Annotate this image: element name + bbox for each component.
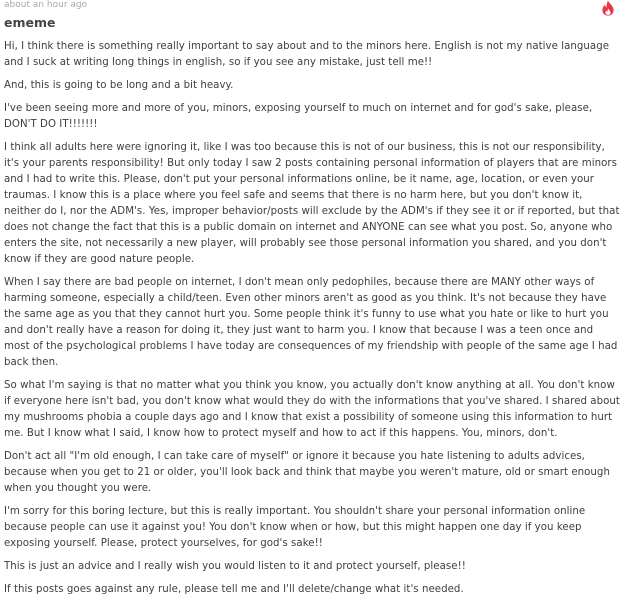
post-paragraph: Hi, I think there is something really important to say about and to the minors here. English is not my native language and I suck at writing long things in english, so if you see any mistake, just tell me!! [4, 41, 610, 68]
flame-icon[interactable] [601, 0, 615, 16]
post-paragraph: I've been seeing more and more of you, minors, exposing yourself to much on internet and for god's sake, please, DON'T DO IT!!!!!!! [4, 103, 593, 130]
post-paragraph: And, this is going to be long and a bit heavy. [4, 80, 234, 91]
post-paragraph: If this posts goes against any rule, please tell me and I'll delete/change what it's needed. [4, 584, 464, 595]
post-paragraph: So what I'm saying is that no matter what you think you know, you actually don't know anything at all. You don't know if everyone here isn't bad, you don't know what would they do with the informations that you've shared. I shared about my mushrooms phobia a couple days ago and I know that exist a possibility of someone using this information to hurt me. But I know what I said, I know how to protect myself and how to act if this happens. You, minors, don't. [4, 380, 620, 439]
post-timestamp: about an hour ago [4, 0, 88, 10]
post-paragraph: I'm sorry for this boring lecture, but this is really important. You shouldn't share your personal information online because people can use it against you! You don't know when or how, but this might happen one day if you keep exposing yourself. Please, protect yourselves, for god's sake!! [4, 506, 586, 549]
post-author[interactable]: ememe [4, 15, 56, 30]
flame-icon-svg [601, 0, 615, 16]
post-paragraph: When I say there are bad people on internet, I don't mean only pedophiles, because there are MANY other ways of harming someone, especially a child/teen. Even other minors aren't as good as you think. It's not because they have the same age as you that they cannot hurt you. Some people think it's funny to use what you hate or like to hurt you and don't really have a reason for doing it, they just want to harm you. I know that because I was a teen once and most of the psychological problems I have today are consequences of my friendship with people of the same age I had back then. [4, 277, 618, 368]
post-paragraph: This is just an advice and I really wish you would listen to it and protect yourself, please!! [4, 561, 466, 572]
post-paragraph: Don't act all "I'm old enough, I can take care of myself" or ignore it because you hate listening to adults advices, because when you get to 21 or older, you'll look back and think that maybe you weren't mature, old or smart enough when you thought you were. [4, 451, 610, 494]
post-paragraph: I think all adults here were ignoring it, like I was too because this is not of our business, this is not our responsibility, it's your parents responsibility! But only today I saw 2 posts containing personal information of players that are minors and I had to write this. Please, don't put your personal informations online, be it name, age, location, or even your traumas. I know this is a place where you feel safe and seems that there is no harm here, but you don't know it, neither do I, nor the ADM's. Yes, improper behavior/posts will exclude by the ADM's if they see it or if reported, but that does not change the fact that this is a public domain on internet and ANYONE can see what you post. So, anyone who enters the site, not necessarily a new player, will probably see those personal information you shared, and you don't know if they are good nature people. [4, 142, 620, 265]
post-body [4, 39, 621, 605]
